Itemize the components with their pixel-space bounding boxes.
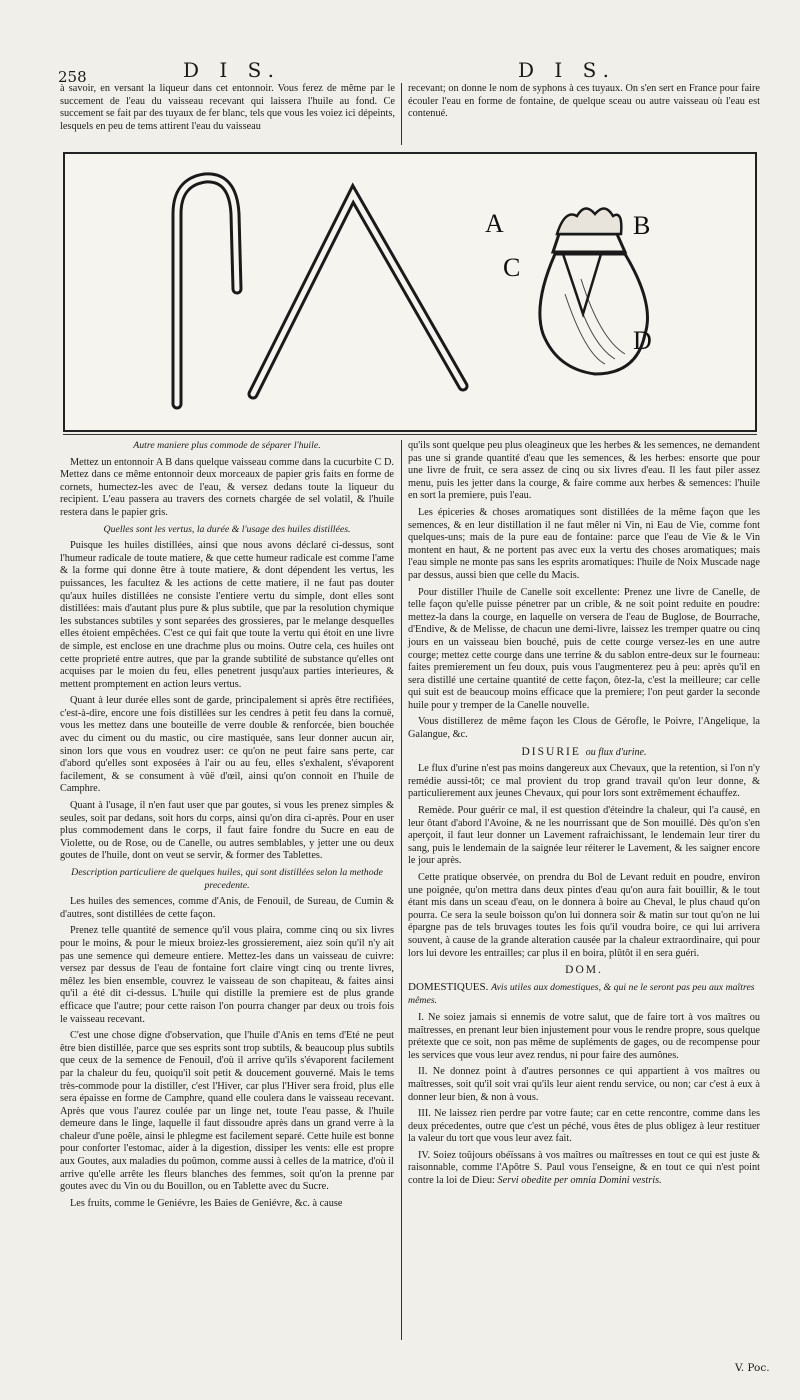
top-left-text (60, 83, 395, 137)
figure-underline (63, 434, 757, 435)
dom-heading: DOM. (565, 964, 603, 977)
paragraph: C'est une chose digne d'observation, que l'huile d'Anis en tems d'Eté ne peut être bien distillée, parce que ses esprits sont trop subtils, & beaucoup plus subtils que ceux de la semence de Fenouil, d'où il arrive qu'ils s'évaporent facilement par la chaleur du feu, quoiqu'il soit petit & doucement gouverné. Mais le tems très-commode pour la distiller, c'est l'Hiver, car plus l'Hiver sera froid, plus elle sera épaisse en forme de Camphre, quand elle coulera dans le vaisseau recevant. Après que vous l'aurez coulée par un linge net, toute l'eau passe, & l'huile demeure dans le linge, laquelle il faut dissoudre après dans un grand verre à la chaleur d'une poêle, ainsi le phlegme est facilement separé. Cette huile est bonne pour conforter l'estomac, aider à la digestion, dissiper les vents: elle est propre aux Goutes, aux maladies du poûmon, comme aussi à celles de la matrice, d'où il arrive qu'elle arrête les fleurs blanches des femmes, soit qu'on la prenne par goutes avec du Vin ou du Bouillon, ou en Tablette avec du Sucre. (60, 1030, 394, 1193)
paragraph: Cette pratique observée, on prendra du Bol de Levant reduit en poudre, environ une poignée, qu'on mettra dans deux pintes d'eau qu'on aura fait bouillir, & le tout étant mis dans un sceau d'eau, on le donnera à boire au Cheval, le plus chaud qu'on pourra. Ce sera la seule boisson qu'on lui donnera soir & matin sur tout qu'on ne lui épargne pas de tels bruvages toutes les fois qu'il voudra boire, ce qui lui arrivera souvent, à cause de la grande alteration causée par la chaleur extraordinaire, qui pour lors lui devore les entrailles; car plus il en boira, plûtôt il en sera guéri. (408, 872, 760, 959)
paragraph: Remède. Pour guérir ce mal, il est question d'éteindre la chaleur, qui l'a causé, en leur ôtant d'abord l'Avoine, & ne les nourrissant que de Son mouillé. Dès qu'on s'en aperçoit, il faut leur donner un Lavement rafraichissant, le lendemain leur tirer du sang, puis le lendemain de la saignée leur réiterer le Lavement, & les saigner encore le jour après. (408, 805, 760, 867)
paragraph: Les huiles des semences, comme d'Anis, de Fenouil, de Sureau, de Cumin & d'autres, sont distillées de cette façon. (60, 896, 394, 920)
paragraph-text: IV. Soiez toûjours obéïssans à vos maîtres ou maîtresses en tout ce qui est juste & raisonnable, comme l'Apôtre S. Paul vous l'enseigne, & en tout ce qui n'est point contre la loi de Dieu: (408, 1149, 760, 1187)
paragraph: Quant à l'usage, il n'en faut user que par goutes, si vous les prenez simples & seules, soit par dedans, soit hors du corps, ainsi qu'on dira ci-après. Pour en user plus commodement dans le corps, il faut faire fondre du Sucre en eau de Violette, ou de Rose, ou de Canelle, ou autres semblables, y jetter une ou deux goutes de l'huile, dont on veut se servir, & former des Tablettes. (60, 800, 394, 862)
paragraph: Quant à leur durée elles sont de garde, principalement si après être rectifiées, c'est-à-dire, encore une fois distillées sur les cendres à petit feu dans la cornuë, vous les mettez dans une bouteille de verre double & renforcée, bien bouchée avec du ciment ou du mastic, ou cire mastiquée, sans leur donner aucun air, sinon lors que vous en voudrez user: ce qu'on ne peut faire sans perte, car d'abord qu'elles sont exposées à l'air ou au feu, elles s'exhalent, s'évaporent facilement, & se consument à vûë d'œil, ainsi qu'on connoit en l'huile de Camphre. (60, 695, 394, 795)
label-d: D (633, 326, 652, 355)
distillation-apparatus-illustration (65, 154, 754, 429)
page-number: 258 (58, 68, 87, 86)
section-heading: Description particuliere de quelques huiles, qui sont distillées selon la methode precedente. (71, 867, 383, 891)
paragraph: I. Ne soiez jamais si ennemis de votre salut, que de faire tort à vos maîtres ou maîtresses, en prenant leur bien injustement pour vous le rendre propre, sous quelque prétexte que ce soit, non pas même de supléments de gages, ou de recompense pour les services que vous leur avez rendus, ni pour faire des aumônes. (408, 1011, 760, 1061)
right-column (408, 440, 760, 1192)
cucurbit-with-funnel (540, 208, 651, 374)
paragraph: à savoir, en versant la liqueur dans cet entonnoir. Vous ferez de même par le succement de l'eau du vaisseau recevant qui laissera l'huile au fond. Ce succement se fait par des tuyaux de fer blanc, tels que vous les voiez ici dépeints, lesquels en peu de tems attirent l'eau du vaisseau (60, 83, 395, 132)
domestiques-title: DOMESTIQUES. (408, 980, 489, 993)
disurie-title: DISURIE (521, 745, 581, 758)
paragraph: Prenez telle quantité de semence qu'il vous plaira, comme cinq ou six livres pour le moins, & pour le mieux broiez-les grossierement, aiez soin qu'il n'y ait pas une semence qui demeure entiere. Mettez-les dans un vaisseau de cuivre: versez par dessus de l'eau de fontaine fort claire vingt cinq ou trente livres, mêlez les bien ensemble, couvrez le vaisseau de son chapiteau, & faites ainsi qu'il a été dit ci-dessus. L'huile qui distille la premiere est de plus grande efficace que l'autre; pour cette raison l'on pourra changer par deux ou trois fois le vaisseau recevant. (60, 925, 394, 1025)
paragraph: Le flux d'urine n'est pas moins dangereux aux Chevaux, que la retention, si l'on n'y remédie aussi-tôt; ce mal provient du trop grand travail qu'on leur donne, & particulierement aux jeunes Chevaux, qui pour lors sont extrêmement échauffez. (408, 763, 760, 800)
disurie-heading (408, 746, 760, 760)
paragraph: Pour distiller l'huile de Canelle soit excellente: Prenez une livre de Canelle, de telle façon qu'elle puisse pénetrer par un crible, & ne soit point reduite en poudre: mettez-la dans la courge, en laquelle on versera de l'eau de Buglose, de Bourrache, d'Endive, & de Melisse, de chacun une demi-livre, laissez les tremper quatre ou cinq jours en un vaisseau bien bouché, puis de cette courge versez-les en une autre courge; mettez cette courge dans une terrine & du sablon entre-deux sur le fourneau: faites premierement un feu doux, puis vous l'augmenterez peu à peu: après qu'il en sera distillé une certaine quantité de cette façon, ôtez-la, c'est la meilleure; car celle qui suit est de beaucoup moins efficace que la premiere; l'on peut garder la seconde huile pour y tremper de la Canelle nouvelle. (408, 586, 760, 711)
paragraph: III. Ne laissez rien perdre par votre faute; car en cette rencontre, comme dans les deux précedentes, outre que c'est un péché, vous êtes de plus obligez à leur restituer la valeur du tort que vous leur avez fait. (408, 1108, 760, 1145)
paragraph: Puisque les huiles distillées, ainsi que nous avons déclaré ci-dessus, sont l'humeur radicale de toute matiere, & que cette humeur radicale est comme l'ame & la forme qui donne être à toute matiere, & dont dépendent les vertus, les puissances, les facultez & les actions de cette matiere, il ne faut pas douter qu'aux huiles distillées ne consiste l'entiere vertu du simple, dont elles sont distillées: mais d'autant plus pure & plus subtile, que par la resolution chymique les substances subtiles y sont separées des grossieres, par le melange desquelles elles étoient empêchées. C'est ce qui fait que toute la vertu qui étoit en une livre de simple, est enclose en une drachme plus ou moins. Outre cela, ces huiles ont cette proprieté entre autres, que par la grande subtilité de substance qu'elles ont acquises par le moien du feu, elles penetrent jusqu'aux parties interieures, & mettent promptement en action leurs vertus. (60, 540, 394, 690)
section-heading: Quelles sont les vertus, la durée & l'usage des huiles distillées. (103, 523, 351, 535)
column-rule-top (401, 83, 402, 145)
catchword: V. Poc. (735, 1362, 770, 1374)
inverted-v-siphon (253, 194, 463, 394)
paragraph: Mettez un entonnoir A B dans quelque vaisseau comme dans la cucurbite C D. Mettez dans ce même entonnoir deux morceaux de papier gris faits en forme de cornets, humectez-les avec de l'eau, & versez dedans toute la liqueur du recipient. L'eau passera au travers des cornets chargée de sel volatil, & l'huile restera dans le papier gris. (60, 456, 394, 518)
disurie-subtitle: ou flux d'urine. (585, 746, 647, 758)
top-right-text (408, 83, 760, 125)
curved-siphon-tube (177, 178, 237, 404)
column-rule-main (401, 440, 402, 1340)
domestiques-heading (408, 981, 760, 1008)
latin-quote: Servi obedite per omnia Domini vestris. (497, 1175, 662, 1187)
running-head-left: D I S. (183, 58, 281, 82)
running-head-right: D I S. (518, 58, 616, 82)
paragraph: recevant; on donne le nom de syphons à ces tuyaux. On s'en sert en France pour faire écouler l'eau en forme de fontaine, de quelque sceau ou autre vaisseau où l'eau est contenué. (408, 83, 760, 120)
paragraph: Les fruits, comme le Geniévre, les Baies de Geniévre, &c. à cause (70, 1197, 343, 1209)
paragraph: Vous distillerez de même façon les Clous de Gérofle, le Poivre, l'Angelique, la Galangue, &c. (408, 716, 760, 741)
section-heading: Autre maniere plus commode de séparer l'huile. (133, 440, 321, 451)
paragraph: II. Ne donnez point à d'autres personnes ce qui appartient à vos maîtres ou maîtresses, soit qu'il soit vrai qu'ils leur aient rendu service, ou non; car c'est à eux à donner leur bien, & non à vous. (408, 1066, 760, 1103)
paragraph: Les épiceries & choses aromatiques sont distillées de la même façon que les semences, & en leur distillation il ne faut mêler ni Vin, ni Eau de Vie, comme font quelques-uns; mais de la pure eau de fontaine: parce que l'eau de Vie & le Vin montent en haut, & ne portent pas avec eux la vertu des choses aromatiques; mais l'eau simple ne monte pas sans les esprits aromatiques: l'huile de Noix Muscade nage par dessus, aussi bien que celle du Macis. (408, 506, 760, 581)
label-c: C (503, 253, 521, 282)
paragraph: qu'ils sont quelque peu plus oleagineux que les herbes & les semences, ne demandent pas une si grande quantité d'eau que les semences, & les herbes: ensorte que pour une livre de fruit, ce sera assez de cinq ou six livres d'eau. Il les faut piler assez menu, puis les jetter dans la courge, & faire comme aux herbes & semences: l'huile en sort la premiere, puis l'eau. (408, 440, 760, 502)
domestiques-subtitle: Avis utiles aux domestiques, & qui ne le seront pas peu aux maîtres mêmes. (408, 981, 755, 1007)
left-column (60, 440, 394, 1214)
engraving-figure (63, 152, 757, 432)
label-b: B (633, 211, 651, 240)
label-a: A (485, 209, 504, 238)
paragraph (408, 1150, 760, 1188)
